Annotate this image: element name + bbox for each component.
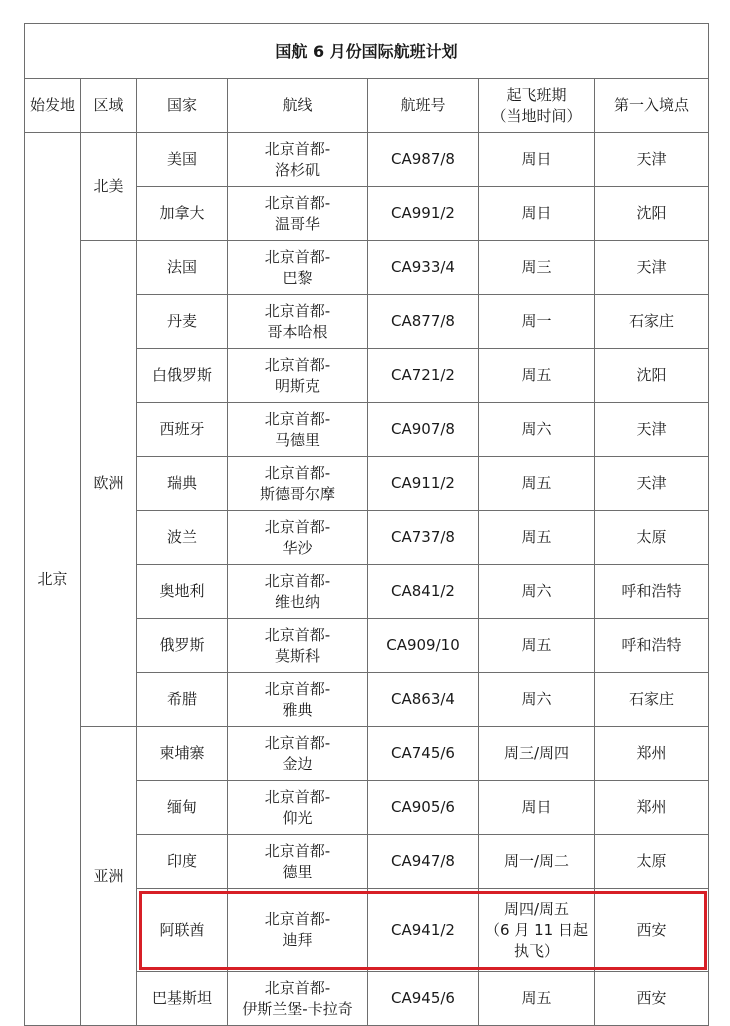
- entry-cell: 天津: [595, 133, 709, 187]
- schedule-cell: 周六: [479, 403, 595, 457]
- route-from: 北京首都-: [264, 139, 331, 158]
- flight-cell: CA941/2: [368, 889, 479, 972]
- country-cell: 缅甸: [137, 781, 228, 835]
- route-from: 北京首都-: [264, 571, 331, 590]
- header-flight: 航班号: [368, 79, 479, 133]
- route-from: 北京首都-: [264, 910, 331, 928]
- flight-schedule-sheet: [24, 23, 708, 1026]
- route-from: 北京首都-: [264, 841, 331, 860]
- route-cell: [228, 511, 368, 565]
- flight-cell: CA911/2: [368, 457, 479, 511]
- schedule-cell: 周一/周二: [479, 835, 595, 889]
- flight-cell: CA907/8: [368, 403, 479, 457]
- flight-cell: CA987/8: [368, 133, 479, 187]
- country-cell: 印度: [137, 835, 228, 889]
- flight-cell: CA947/8: [368, 835, 479, 889]
- route-to: 温哥华: [274, 214, 320, 233]
- entry-cell: 沈阳: [595, 187, 709, 241]
- table-row: [25, 241, 709, 295]
- country-cell: 丹麦: [137, 295, 228, 349]
- flight-cell: CA991/2: [368, 187, 479, 241]
- table-row: [25, 133, 709, 187]
- origin-cell: 北京: [25, 133, 81, 1026]
- region-cell-north-america: 北美: [81, 133, 137, 241]
- country-cell: 柬埔寨: [137, 727, 228, 781]
- region-cell-europe: 欧洲: [81, 241, 137, 727]
- flight-cell: CA737/8: [368, 511, 479, 565]
- header-schedule: [479, 79, 595, 133]
- country-cell: 法国: [137, 241, 228, 295]
- route-cell: [228, 187, 368, 241]
- flight-cell: CA863/4: [368, 673, 479, 727]
- schedule-cell: 周日: [479, 781, 595, 835]
- route-to: 德里: [282, 862, 313, 881]
- schedule-line1: 周四/周五: [503, 899, 570, 918]
- route-from: 北京首都-: [264, 517, 331, 536]
- route-cell: [228, 241, 368, 295]
- schedule-cell: 周五: [479, 457, 595, 511]
- header-origin: 始发地: [25, 79, 81, 133]
- flight-cell: CA945/6: [368, 972, 479, 1026]
- schedule-cell: [479, 889, 595, 972]
- route-cell: [228, 619, 368, 673]
- route-from: 北京首都-: [264, 978, 331, 997]
- route-cell: [228, 972, 368, 1026]
- route-to: 伊斯兰堡-卡拉奇: [242, 999, 353, 1018]
- entry-cell: 呼和浩特: [595, 565, 709, 619]
- country-cell: 俄罗斯: [137, 619, 228, 673]
- route-from: 北京首都-: [264, 787, 331, 806]
- route-from: 北京首都-: [264, 625, 331, 644]
- table-row: [25, 727, 709, 781]
- schedule-cell: 周一: [479, 295, 595, 349]
- route-to: 斯德哥尔摩: [259, 484, 335, 503]
- route-cell: [228, 673, 368, 727]
- entry-cell: 天津: [595, 457, 709, 511]
- entry-cell: 太原: [595, 511, 709, 565]
- route-cell: [228, 565, 368, 619]
- schedule-cell: 周五: [479, 511, 595, 565]
- flight-cell: CA721/2: [368, 349, 479, 403]
- route-to: 哥本哈根: [267, 322, 328, 341]
- route-cell: [228, 727, 368, 781]
- schedule-cell: 周六: [479, 673, 595, 727]
- flight-cell: CA933/4: [368, 241, 479, 295]
- route-cell: [228, 781, 368, 835]
- route-to: 华沙: [282, 538, 313, 557]
- route-cell: [228, 457, 368, 511]
- schedule-line2: （6 月 11 日起: [485, 920, 588, 939]
- entry-cell: 沈阳: [595, 349, 709, 403]
- route-from: 北京首都-: [264, 247, 331, 266]
- flight-cell: CA905/6: [368, 781, 479, 835]
- route-to: 洛杉矶: [274, 160, 320, 179]
- schedule-cell: 周三: [479, 241, 595, 295]
- schedule-cell: 周五: [479, 619, 595, 673]
- route-to: 莫斯科: [274, 646, 320, 665]
- country-cell: 加拿大: [137, 187, 228, 241]
- schedule-cell: 周日: [479, 187, 595, 241]
- schedule-cell: 周五: [479, 972, 595, 1026]
- table-title: 国航 6 月份国际航班计划: [25, 24, 709, 79]
- entry-cell: 郑州: [595, 727, 709, 781]
- entry-cell: 呼和浩特: [595, 619, 709, 673]
- route-to: 仰光: [282, 808, 313, 827]
- route-to: 金边: [282, 754, 313, 773]
- entry-cell: 石家庄: [595, 673, 709, 727]
- country-cell: 美国: [137, 133, 228, 187]
- flight-cell: CA877/8: [368, 295, 479, 349]
- route-cell: [228, 889, 368, 972]
- entry-cell: 天津: [595, 241, 709, 295]
- country-cell: 波兰: [137, 511, 228, 565]
- header-schedule-line1: 起飞班期: [506, 85, 567, 104]
- country-cell: 瑞典: [137, 457, 228, 511]
- flight-schedule-table: [24, 23, 709, 1026]
- route-to: 巴黎: [282, 268, 313, 287]
- route-to: 雅典: [282, 700, 313, 719]
- route-from: 北京首都-: [264, 355, 331, 374]
- route-to: 明斯克: [274, 376, 320, 395]
- route-cell: [228, 403, 368, 457]
- route-from: 北京首都-: [264, 733, 331, 752]
- route-from: 北京首都-: [264, 679, 331, 698]
- schedule-cell: 周六: [479, 565, 595, 619]
- country-cell: 希腊: [137, 673, 228, 727]
- entry-cell: 太原: [595, 835, 709, 889]
- flight-cell: CA909/10: [368, 619, 479, 673]
- country-cell: 阿联酋: [137, 889, 228, 972]
- route-from: 北京首都-: [264, 193, 331, 212]
- entry-cell: 西安: [595, 889, 709, 972]
- entry-cell: 石家庄: [595, 295, 709, 349]
- route-from: 北京首都-: [264, 301, 331, 320]
- flight-cell: CA841/2: [368, 565, 479, 619]
- header-row: [25, 79, 709, 133]
- route-to: 维也纳: [274, 592, 320, 611]
- entry-cell: 郑州: [595, 781, 709, 835]
- schedule-line3: 执飞）: [513, 941, 559, 960]
- route-cell: [228, 133, 368, 187]
- header-route: 航线: [228, 79, 368, 133]
- route-to: 马德里: [274, 430, 320, 449]
- route-from: 北京首都-: [264, 409, 331, 428]
- route-cell: [228, 835, 368, 889]
- country-cell: 白俄罗斯: [137, 349, 228, 403]
- schedule-cell: 周日: [479, 133, 595, 187]
- entry-cell: 西安: [595, 972, 709, 1026]
- country-cell: 西班牙: [137, 403, 228, 457]
- header-country: 国家: [137, 79, 228, 133]
- schedule-cell: 周五: [479, 349, 595, 403]
- route-cell: [228, 295, 368, 349]
- flight-cell: CA745/6: [368, 727, 479, 781]
- country-cell: 巴基斯坦: [137, 972, 228, 1026]
- entry-cell: 天津: [595, 403, 709, 457]
- route-cell: [228, 349, 368, 403]
- route-to: 迪拜: [282, 931, 313, 949]
- region-cell-asia: 亚洲: [81, 727, 137, 1026]
- route-from: 北京首都-: [264, 463, 331, 482]
- header-region: 区域: [81, 79, 137, 133]
- header-schedule-line2: （当地时间）: [491, 106, 582, 125]
- country-cell: 奥地利: [137, 565, 228, 619]
- schedule-cell: 周三/周四: [479, 727, 595, 781]
- header-entry: 第一入境点: [595, 79, 709, 133]
